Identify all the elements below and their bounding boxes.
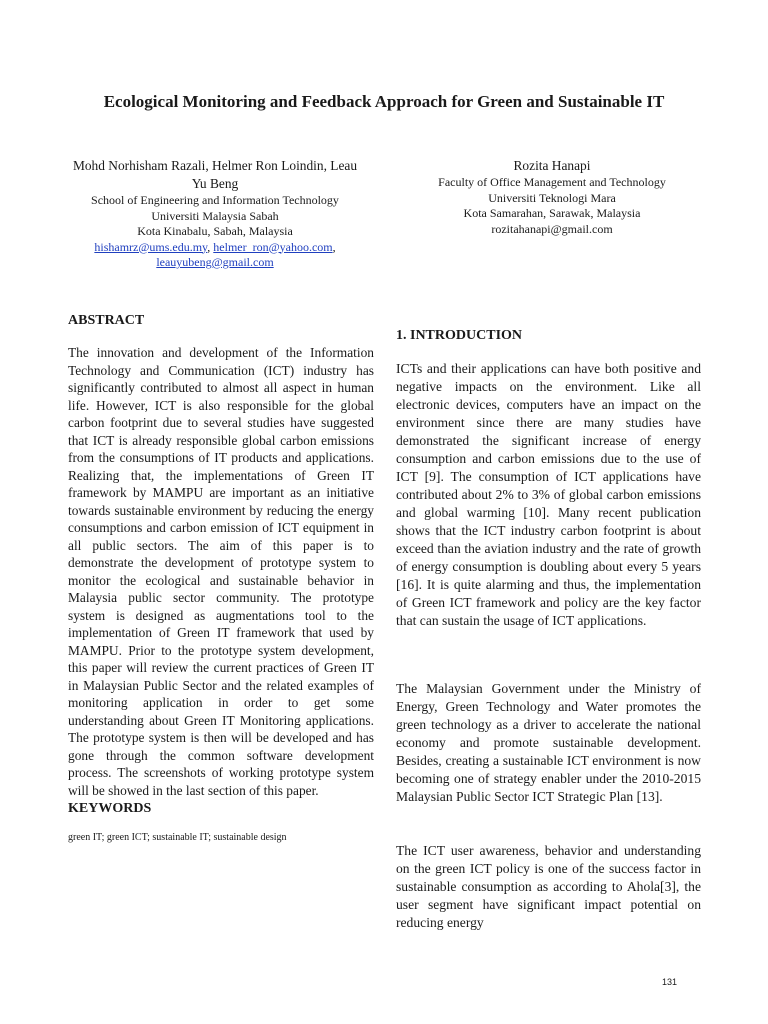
intro-paragraph-2: The Malaysian Government under the Ministry of Energy, Green Technology and Water promotes the green technology as a driver to accelerate the national economy and promote sustainable development. Besides, creating a sustainable ICT environment is now becoming one of strategy enabler under the 2010-2015 Malaysian Public Sector ICT Strategic Plan [13]. xyxy=(396,681,701,804)
abstract-body xyxy=(68,344,374,799)
introduction-heading: 1. INTRODUCTION xyxy=(396,328,523,343)
author-names-line1: Mohd Norhisham Razali, Helmer Ron Loindin, Leau xyxy=(72,158,358,173)
author-university: Universiti Teknologi Mara xyxy=(488,190,616,205)
author-block-right xyxy=(406,157,698,237)
intro-paragraph-1: ICTs and their applications can have both positive and negative impacts on the environment. Like all electronic devices, computers have an impact on the environment since there are many studies have demonstrated the significant increase of energy consumption and carbon emissions due to the use of ICT [9]. The consumption of ICT applications have contributed about 2% to 3% of global carbon emissions and global warming [10]. Many recent publication shows that the ICT industry carbon footprint is about exceed than the aviation industry and the rate of growth of energy consumption is doubling about every 5 years [16]. It is quite alarming and thus, the implementation of Green ICT framework and policy are the key factor that can sustain the usage of ICT applications. xyxy=(396,361,701,628)
author-names-line2: Yu Beng xyxy=(191,176,239,191)
author-name: Rozita Hanapi xyxy=(513,158,591,173)
page-number: 131 xyxy=(662,977,678,987)
author-location: Kota Samarahan, Sarawak, Malaysia xyxy=(463,206,641,220)
author-email: rozitahanapi@gmail.com xyxy=(491,221,613,236)
author-emails: hishamrz@ums.edu.my, helmer_ron@yahoo.com, xyxy=(94,239,336,254)
abstract-heading: ABSTRACT xyxy=(68,313,145,328)
email-link-3[interactable]: leauyubeng@gmail.com xyxy=(156,255,274,269)
email-link-1[interactable]: hishamrz@ums.edu.my xyxy=(94,239,208,254)
introduction-body-2 xyxy=(396,680,701,806)
paper-title: Ecological Monitoring and Feedback Approach for Green and Sustainable IT xyxy=(103,92,665,111)
keywords-text: green IT; green ICT; sustainable IT; sustainable design xyxy=(68,832,287,843)
introduction-body xyxy=(396,360,701,630)
author-location: Kota Kinabalu, Sabah, Malaysia xyxy=(137,224,293,238)
author-university: Universiti Malaysia Sabah xyxy=(151,208,279,223)
author-affiliation: School of Engineering and Information Technology xyxy=(91,193,339,207)
email-link-2[interactable]: helmer_ron@yahoo.com xyxy=(213,239,333,254)
intro-paragraph-3: The ICT user awareness, behavior and understanding on the green ICT policy is one of the success factor in sustainable consumption as according to Ahola[3], the user segment have significant impact potential on reducing energy xyxy=(396,843,701,930)
abstract-text: The innovation and development of the Information Technology and Communication (ICT) industry has significantly contributed to almost all aspect in human life. However, ICT is also responsible for the global carbon footprint due to several studies have suggested that ICT is already responsible global carbon emissions from the consumptions of IT products and applications. Realizing that, the implementations of Green IT framework by MAMPU are important as an initiative towards sustainable environment by reducing the energy consumptions and carbon emission of ICT equipment in all public sectors. The aim of this paper is to demonstrate the development of prototype system to monitor the ecological and sustainable behavior in Malaysia public sector community. The prototype system is designed as augmentations tool to the implementation of Green IT framework that used by MAMPU. Prior to the prototype system development, this paper will review the current practices of Green IT in Malaysian Public Sector and the related examples of monitoring application in order to get some understanding about Green IT Monitoring applications. The prototype system is then will be developed and has gone through the common software development process. The screenshots of working prototype system will be showed in the last section of this paper. xyxy=(68,345,374,798)
introduction-body-3 xyxy=(396,842,701,932)
author-affiliation: Faculty of Office Management and Technology xyxy=(438,175,666,189)
author-block-left xyxy=(62,157,368,271)
keywords-heading: KEYWORDS xyxy=(68,801,152,816)
